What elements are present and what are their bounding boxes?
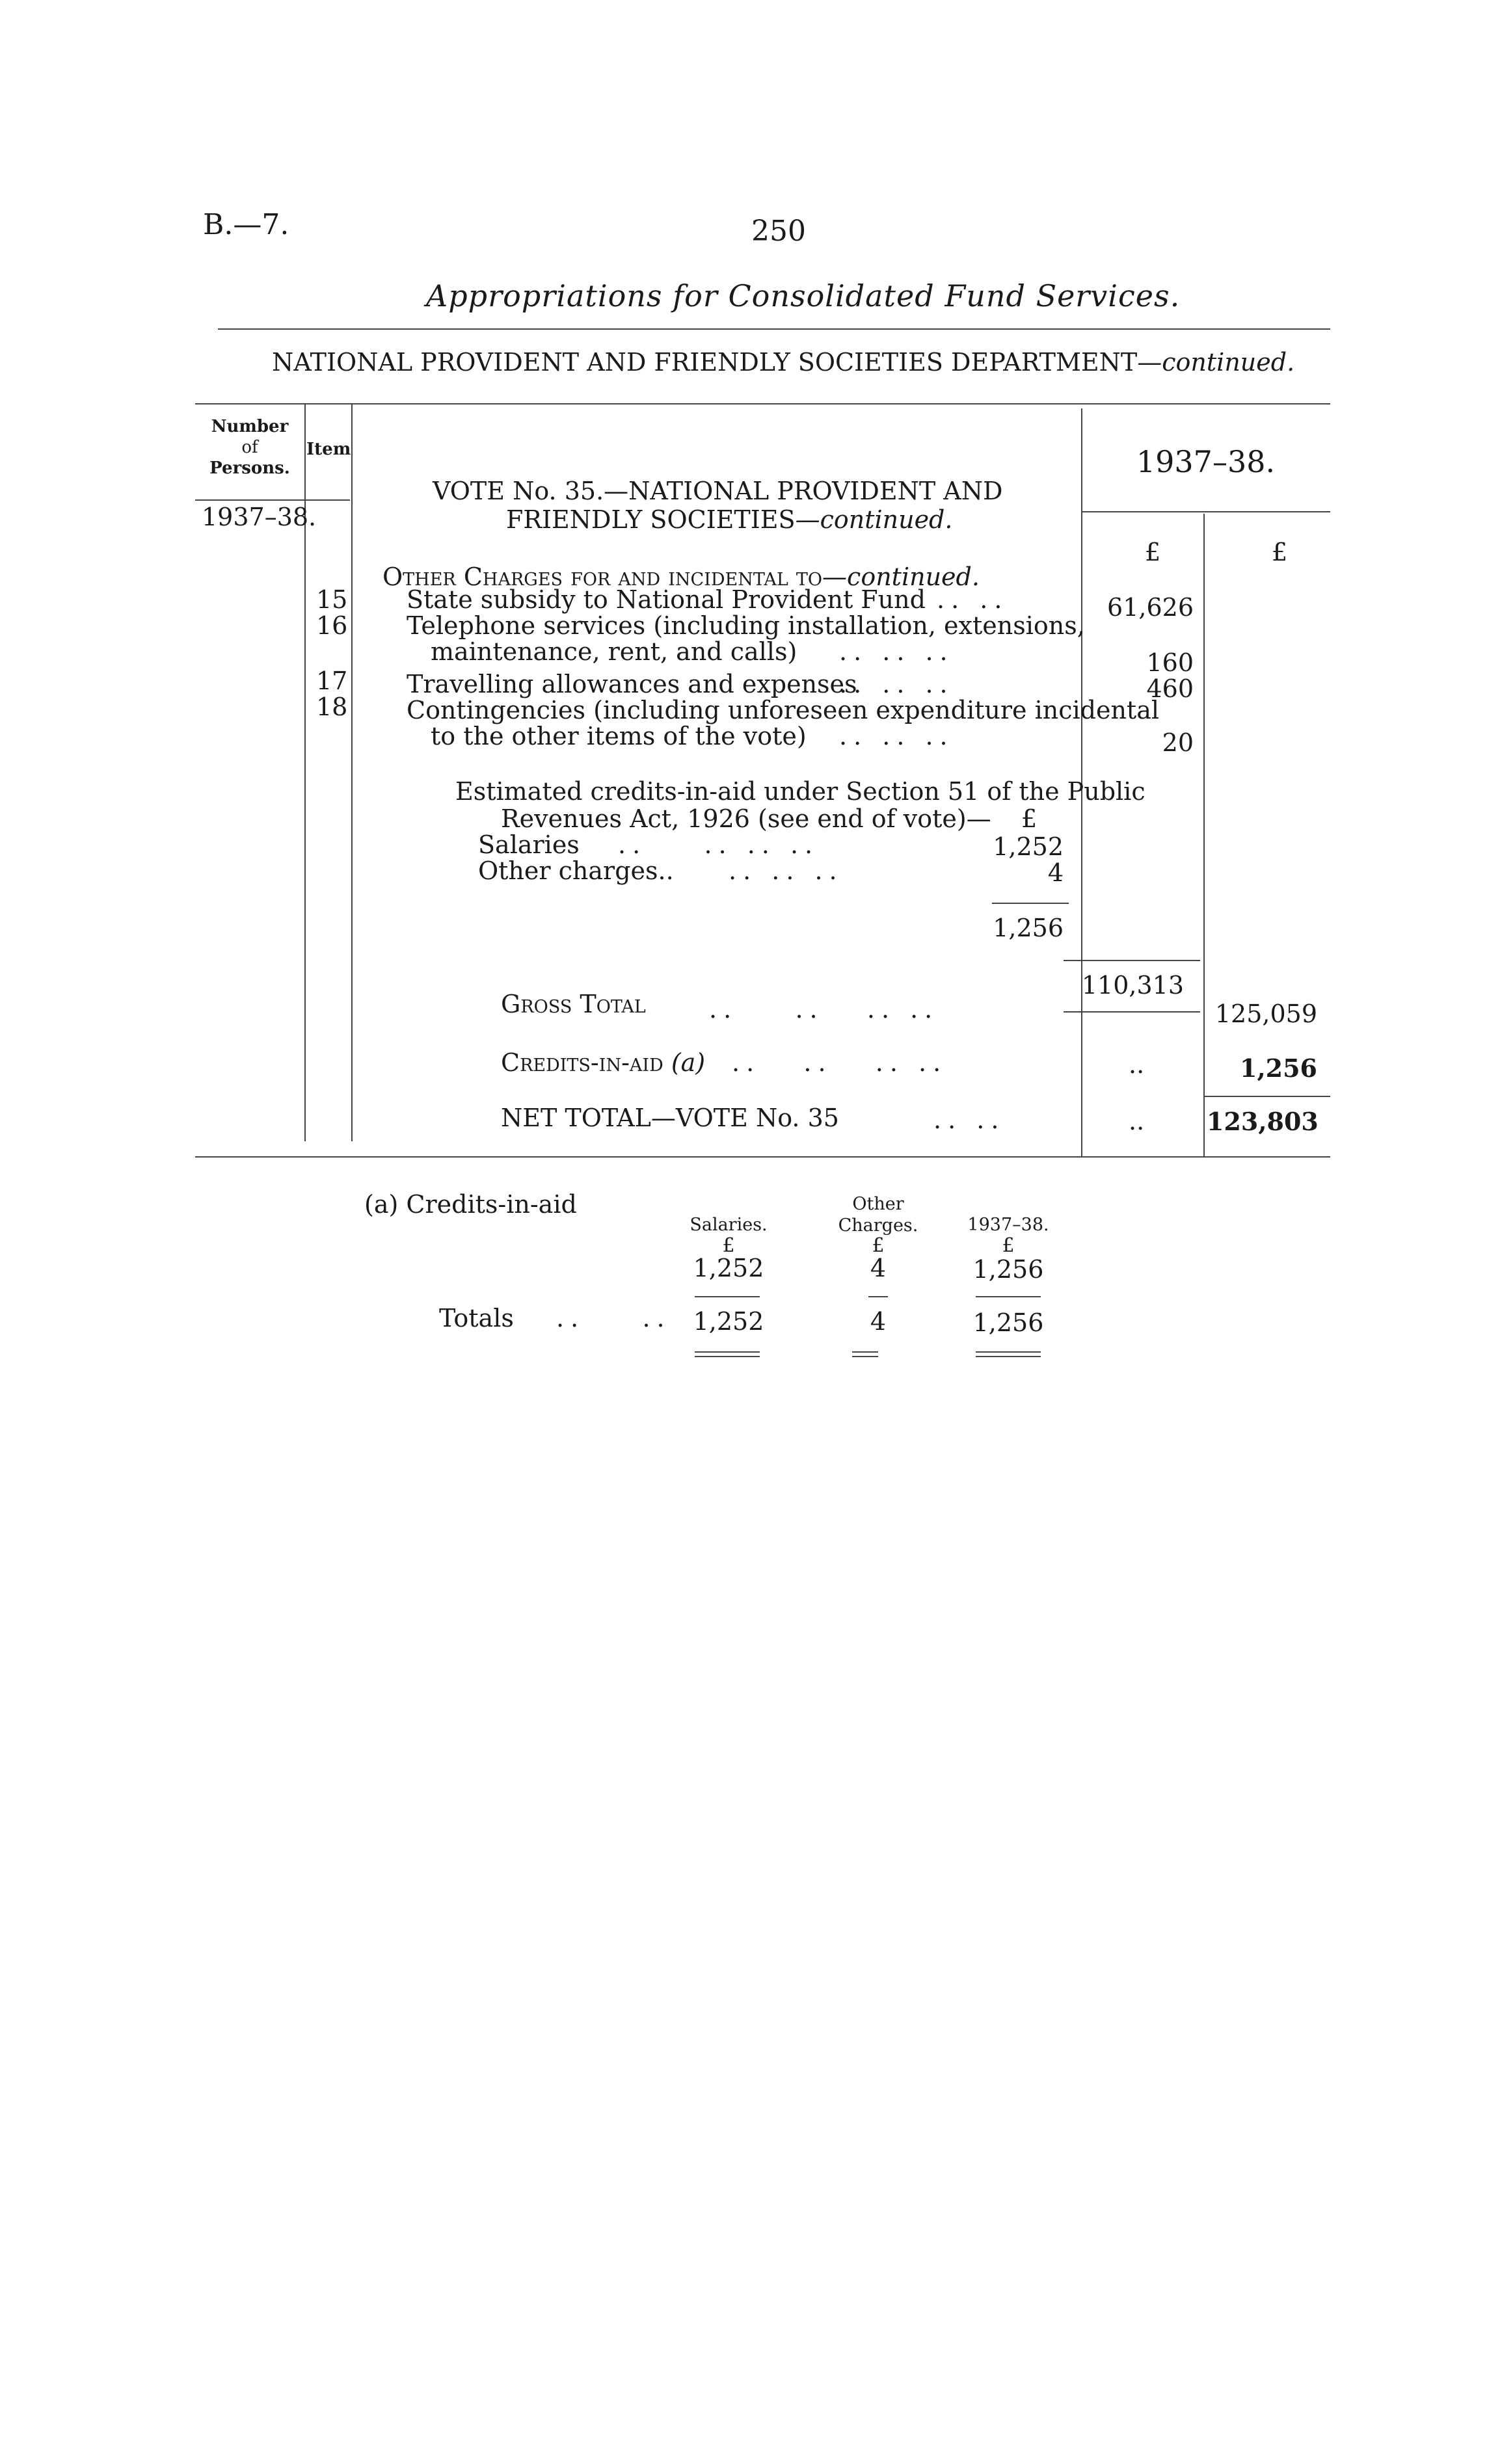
section-cont: —continued. xyxy=(822,563,980,591)
item-desc-cont: to the other items of the vote) xyxy=(431,722,807,750)
footnote-double-rule xyxy=(852,1356,878,1357)
gross-subtotal: 110,313 xyxy=(1081,971,1184,1000)
gross-total-label: Gross Total xyxy=(501,990,646,1018)
leader-dots: .. .. xyxy=(933,1106,1006,1134)
footnote-total: 1,252 xyxy=(693,1307,764,1336)
item-amount: 61,626 xyxy=(1107,593,1194,622)
footnote-col3-head: 1937–38. xyxy=(967,1215,1049,1235)
net-total-col1: .. xyxy=(1129,1107,1145,1135)
credits-note-l1: Estimated credits-in-aid under Section 51 of the Public xyxy=(455,777,1145,806)
footnote-currency: £ xyxy=(1002,1234,1015,1257)
footnote-total: 4 xyxy=(870,1307,887,1336)
footnote-value: 4 xyxy=(870,1254,887,1282)
col-persons-head xyxy=(195,416,304,479)
persons-head-rule xyxy=(195,499,304,501)
credits-in-aid-text: Credits-in-aid xyxy=(501,1048,663,1077)
leader-dots: .. .. xyxy=(556,1304,671,1332)
footnote-currency: £ xyxy=(722,1234,735,1257)
credits-note-l2: Revenues Act, 1926 (see end of vote)— xyxy=(501,804,991,833)
persons-year: 1937–38. xyxy=(202,503,317,531)
page-title: Appropriations for Consolidated Fund Services. xyxy=(426,278,1181,313)
vote-title-l2 xyxy=(506,505,952,534)
item-no: 18 xyxy=(316,693,348,721)
section-heading-text: Other Charges for and incidental to xyxy=(382,563,823,591)
footnote-double-rule xyxy=(976,1351,1041,1353)
footnote-double-rule xyxy=(695,1356,760,1357)
col-persons-l1: Number xyxy=(211,417,289,436)
footnote-total: 1,256 xyxy=(972,1308,1044,1337)
footnote-label: (a) Credits-in-aid xyxy=(364,1190,577,1219)
credits-in-aid-ref: (a) xyxy=(671,1048,706,1077)
footnote-totals-label: Totals xyxy=(439,1304,514,1332)
footnote-double-rule xyxy=(695,1351,760,1353)
credits-in-aid-col1: .. xyxy=(1129,1050,1145,1079)
gross-sub-rule-bottom xyxy=(1064,1011,1200,1013)
footnote-rule xyxy=(695,1296,760,1297)
currency-col2: £ xyxy=(1272,538,1288,566)
footnote-value: 1,252 xyxy=(693,1254,764,1282)
col-persons-l3: Persons. xyxy=(209,458,290,478)
leader-dots: .. .. .. xyxy=(839,637,954,666)
col2-head-l2: Charges. xyxy=(838,1215,918,1236)
leader-dots: .. .. .. .. xyxy=(709,995,939,1024)
department-heading-text: NATIONAL PROVIDENT AND FRIENDLY SOCIETIES DEPARTMENT xyxy=(272,348,1138,377)
vote-title-l1: VOTE No. 35.—NATIONAL PROVIDENT AND xyxy=(433,477,1003,505)
credits-row-label: Other charges.. xyxy=(478,856,674,885)
col-year-head: 1937–38. xyxy=(1136,444,1276,479)
item-desc: Contingencies (including unforeseen expenditure incidental xyxy=(407,696,1159,724)
year-head-rule xyxy=(1081,511,1330,512)
footnote-rule xyxy=(976,1296,1041,1297)
item-desc: State subsidy to National Provident Fund xyxy=(407,585,926,614)
leader-dots: .. .. xyxy=(937,585,1009,614)
gross-total: 125,059 xyxy=(1214,1000,1317,1028)
item-no: 16 xyxy=(316,611,348,640)
gross-sub-rule-top xyxy=(1064,960,1200,961)
table-top-rule xyxy=(195,403,1330,404)
net-total-label: NET TOTAL—VOTE No. 35 xyxy=(501,1104,839,1132)
leader-dots: .. .. .. .. xyxy=(618,830,820,859)
credits-total-rule xyxy=(992,903,1069,904)
item-no: 17 xyxy=(316,667,348,695)
leader-dots: .. .. .. xyxy=(729,856,844,885)
leader-dots: .. .. .. .. xyxy=(732,1048,948,1077)
leader-dots: .. .. .. xyxy=(839,722,954,750)
leader-dots: .. .. .. xyxy=(839,670,954,698)
footnote-double-rule xyxy=(976,1356,1041,1357)
table-bottom-rule xyxy=(195,1156,1330,1158)
footnote-col1-head: Salaries. xyxy=(690,1215,768,1235)
col-item-head: Item xyxy=(306,440,351,459)
col-persons-l2: of xyxy=(241,438,258,457)
col2-head-l1: Other xyxy=(852,1194,904,1214)
currency-col1: £ xyxy=(1145,538,1161,566)
credits-in-aid-label xyxy=(501,1048,705,1077)
net-rule-top xyxy=(1203,1096,1330,1097)
credits-total: 1,256 xyxy=(993,914,1064,942)
credits-row-label: Salaries xyxy=(478,830,580,859)
item-amount: 160 xyxy=(1146,648,1194,677)
footnote-double-rule xyxy=(852,1351,878,1353)
credits-row-amount: 4 xyxy=(1047,858,1064,887)
item-amount: 20 xyxy=(1162,728,1194,757)
item-desc: Travelling allowances and expenses xyxy=(407,670,857,698)
credits-row-amount: 1,252 xyxy=(993,832,1064,861)
item-amount: 460 xyxy=(1146,674,1194,703)
credits-note-currency: £ xyxy=(1021,804,1038,833)
footnote-currency: £ xyxy=(872,1234,885,1257)
footnote-rule xyxy=(868,1296,888,1297)
item-head-rule xyxy=(306,499,350,501)
net-total-amount: 123,803 xyxy=(1207,1107,1319,1136)
footnote-value: 1,256 xyxy=(972,1255,1044,1284)
credits-in-aid-amount: 1,256 xyxy=(1240,1053,1317,1083)
footnote-col2-head xyxy=(826,1193,930,1236)
department-heading xyxy=(272,348,1294,377)
page-number: 250 xyxy=(751,215,806,248)
title-rule xyxy=(218,328,1330,330)
item-desc-cont: maintenance, rent, and calls) xyxy=(431,637,797,666)
col-rule-item xyxy=(351,403,353,1141)
vote-title-cont: —continued. xyxy=(795,505,953,534)
vote-title-l2-text: FRIENDLY SOCIETIES xyxy=(506,505,796,534)
item-desc: Telephone services (including installation, extensions, xyxy=(407,611,1085,640)
department-continued: —continued. xyxy=(1137,348,1295,377)
item-no: 15 xyxy=(316,585,348,614)
col-rule-subtotals xyxy=(1203,514,1205,1156)
page-ref: B.—7. xyxy=(203,208,289,241)
